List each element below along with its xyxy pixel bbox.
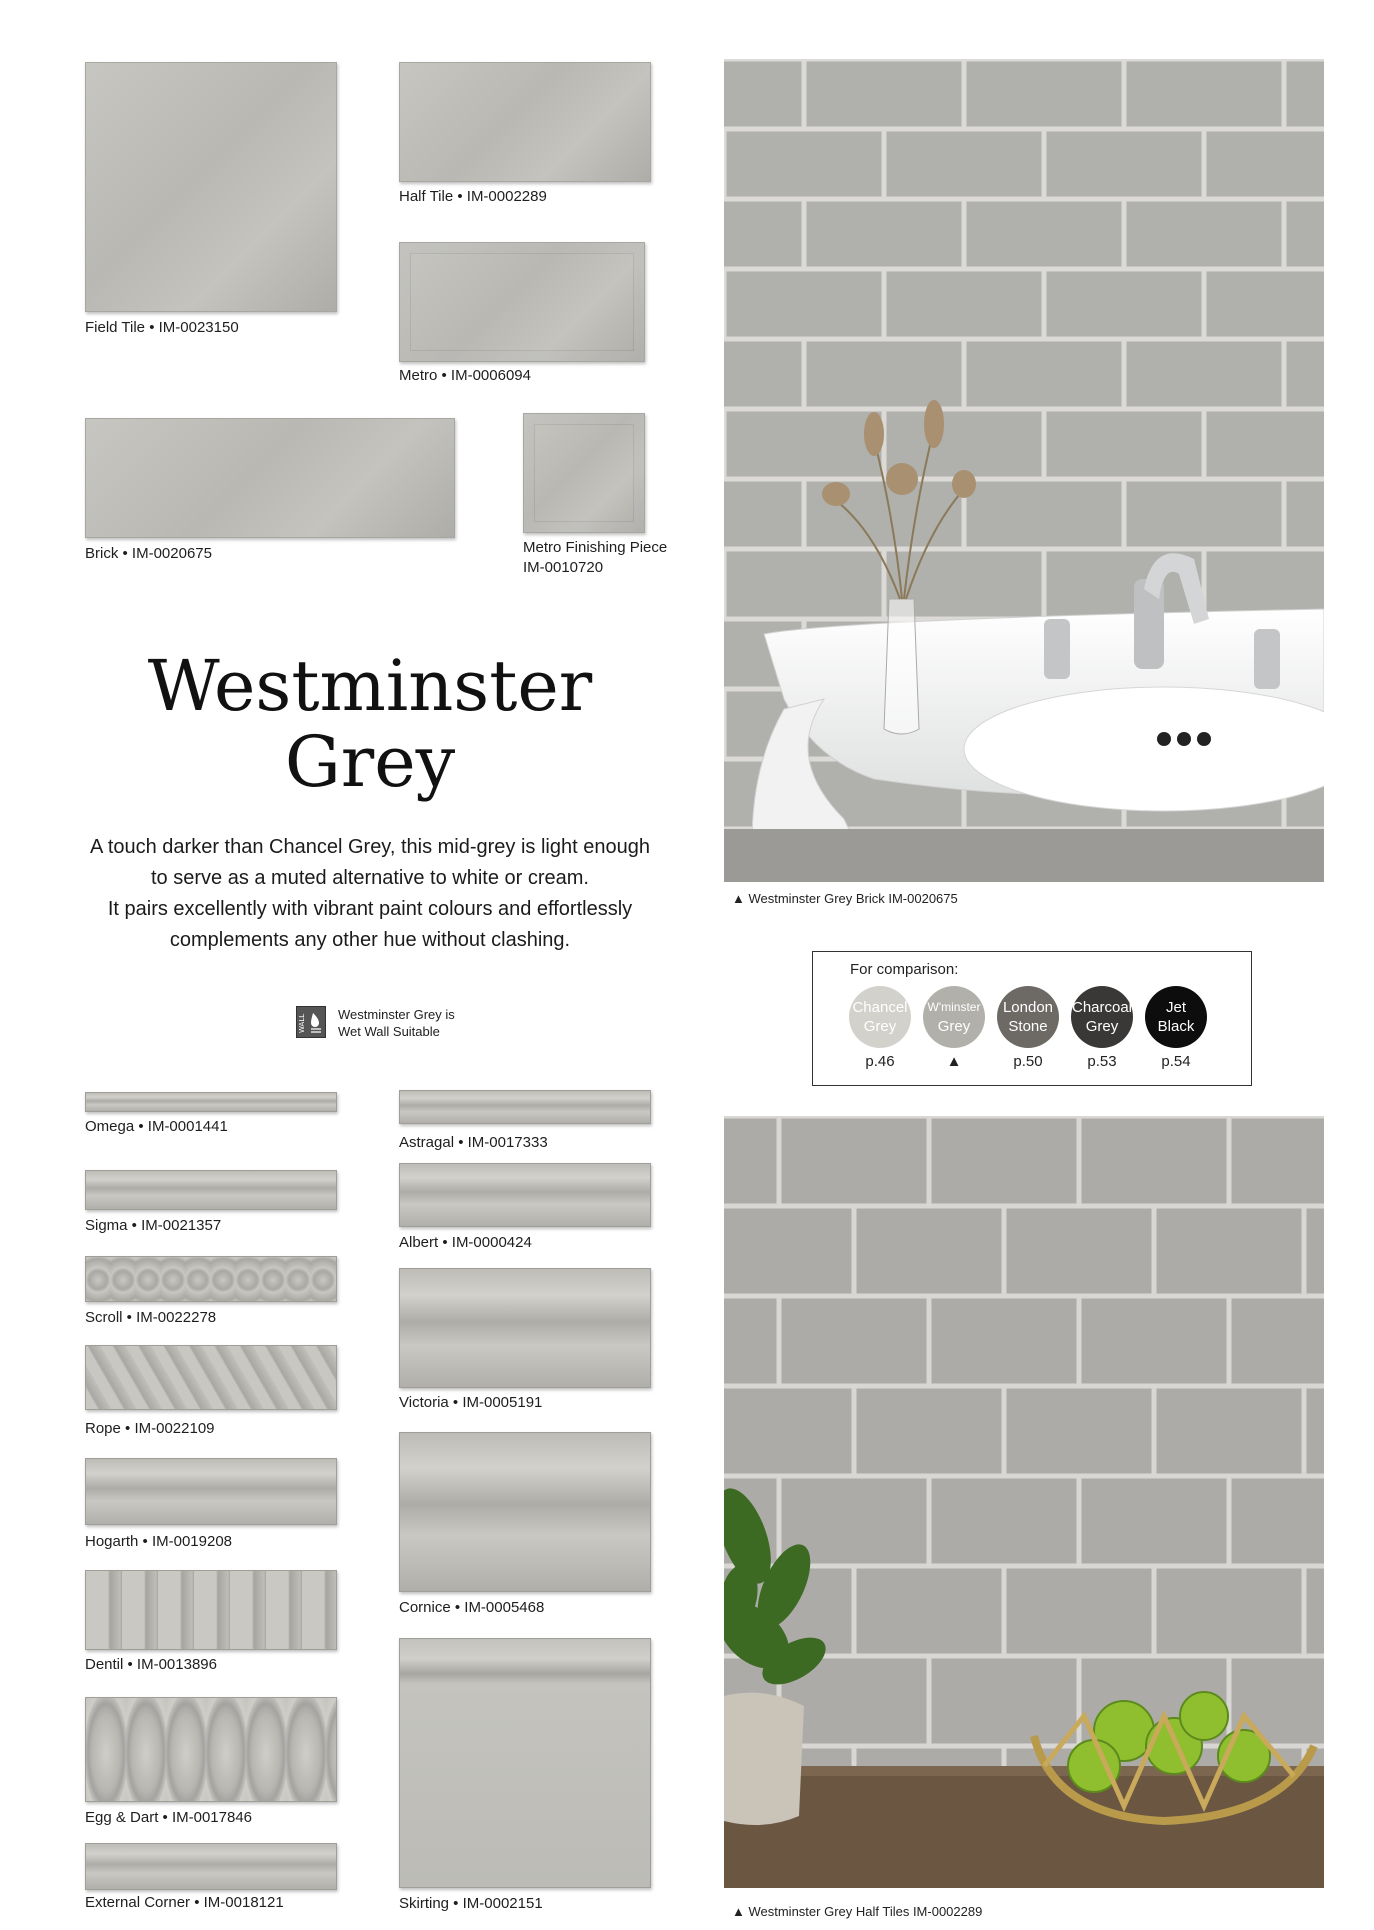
swatch-chancel-grey-page: p.46 [865,1053,895,1070]
bottom-photo-caption: ▲ Westminster Grey Half Tiles IM-0002289 [732,1904,983,1919]
swatch-chancel-grey-line1: Chancel [852,999,908,1016]
omega-caption: Omega • IM-0001441 [85,1118,228,1135]
skirting-caption: Skirting • IM-0002151 [399,1895,543,1912]
description-line1: A touch darker than Chancel Grey, this mid-grey is light enough [90,836,650,858]
metro-tile-image [399,242,645,362]
swatch-charcoal-grey-line2: Grey [1085,1018,1119,1035]
swatch-westminster-grey [923,986,985,1048]
rope-caption: Rope • IM-0022109 [85,1420,215,1437]
swatch-chancel-grey [849,986,911,1048]
bathroom-brick-photo [724,59,1324,882]
brick-tile-image [85,418,455,538]
half-tile-caption: Half Tile • IM-0002289 [399,188,547,205]
swatch-london-stone [997,986,1059,1048]
field-tile-image [85,62,337,312]
victoria-caption: Victoria • IM-0005191 [399,1394,543,1411]
dentil-caption: Dentil • IM-0013896 [85,1656,217,1673]
metro-finishing-caption-line1: Metro Finishing Piece [523,539,668,556]
egg-dart-caption: Egg & Dart • IM-0017846 [85,1809,253,1826]
half-tile-image [399,62,651,182]
metro-finishing-piece-image [523,413,645,533]
swatch-london-stone-line1: London [1002,999,1054,1016]
wet-wall-text-line2: Wet Wall Suitable [338,1024,440,1039]
swatch-westminster-grey-marker: ▲ [946,1053,962,1070]
albert-moulding-image [399,1163,651,1227]
cornice-caption: Cornice • IM-0005468 [399,1599,545,1616]
swatch-westminster-grey-line2: Grey [937,1018,971,1035]
dentil-moulding-image [85,1570,337,1650]
hogarth-moulding-image [85,1458,337,1525]
metro-tile-caption: Metro • IM-0006094 [399,367,531,384]
wet-wall-text-line1: Westminster Grey is [338,1007,455,1022]
description-line2: to serve as a muted alternative to white or cream. [151,867,589,889]
albert-caption: Albert • IM-0000424 [399,1234,532,1251]
description-line4: complements any other hue without clashing. [169,929,571,951]
egg-dart-moulding-image [85,1697,337,1802]
scroll-moulding-image [85,1256,337,1302]
comparison-heading: For comparison: [850,961,959,978]
page-title-line1: Westminster [147,645,593,727]
astragal-moulding-image [399,1090,651,1124]
hogarth-caption: Hogarth • IM-0019208 [85,1533,233,1550]
metro-finishing-caption-line2: IM-0010720 [523,559,604,576]
rope-moulding-image [85,1345,337,1410]
half-tiles-photo [724,1116,1324,1888]
external-corner-moulding-image [85,1843,337,1890]
omega-moulding-image [85,1092,337,1112]
top-photo-caption: ▲ Westminster Grey Brick IM-0020675 [732,891,958,906]
swatch-jet-black-line1: Jet [1165,999,1186,1016]
sigma-caption: Sigma • IM-0021357 [85,1217,222,1234]
sigma-moulding-image [85,1170,337,1210]
comparison-box [812,951,1252,1086]
svg-text:WALL: WALL [298,1013,306,1033]
swatch-chancel-grey-line2: Grey [863,1018,897,1035]
brick-tile-caption: Brick • IM-0020675 [85,545,212,562]
victoria-moulding-image [399,1268,651,1388]
swatch-jet-black [1145,986,1207,1048]
swatch-london-stone-line2: Stone [1008,1018,1048,1035]
swatch-charcoal-grey [1071,986,1133,1048]
swatch-charcoal-grey-page: p.53 [1087,1053,1117,1070]
swatch-westminster-grey-line1: W'minster [927,1000,981,1014]
wet-wall-icon [296,1006,326,1038]
swatch-jet-black-page: p.54 [1161,1053,1191,1070]
skirting-moulding-image [399,1638,651,1888]
astragal-caption: Astragal • IM-0017333 [399,1134,548,1151]
swatch-jet-black-line2: Black [1157,1018,1195,1035]
page-title-line2: Grey [284,721,456,803]
cornice-moulding-image [399,1432,651,1592]
scroll-caption: Scroll • IM-0022278 [85,1309,217,1326]
description-line3: It pairs excellently with vibrant paint colours and effortlessly [107,898,633,920]
swatch-london-stone-page: p.50 [1013,1053,1043,1070]
field-tile-caption: Field Tile • IM-0023150 [85,319,239,336]
external-corner-caption: External Corner • IM-0018121 [85,1894,284,1911]
swatch-charcoal-grey-line1: Charcoal [1071,999,1133,1016]
